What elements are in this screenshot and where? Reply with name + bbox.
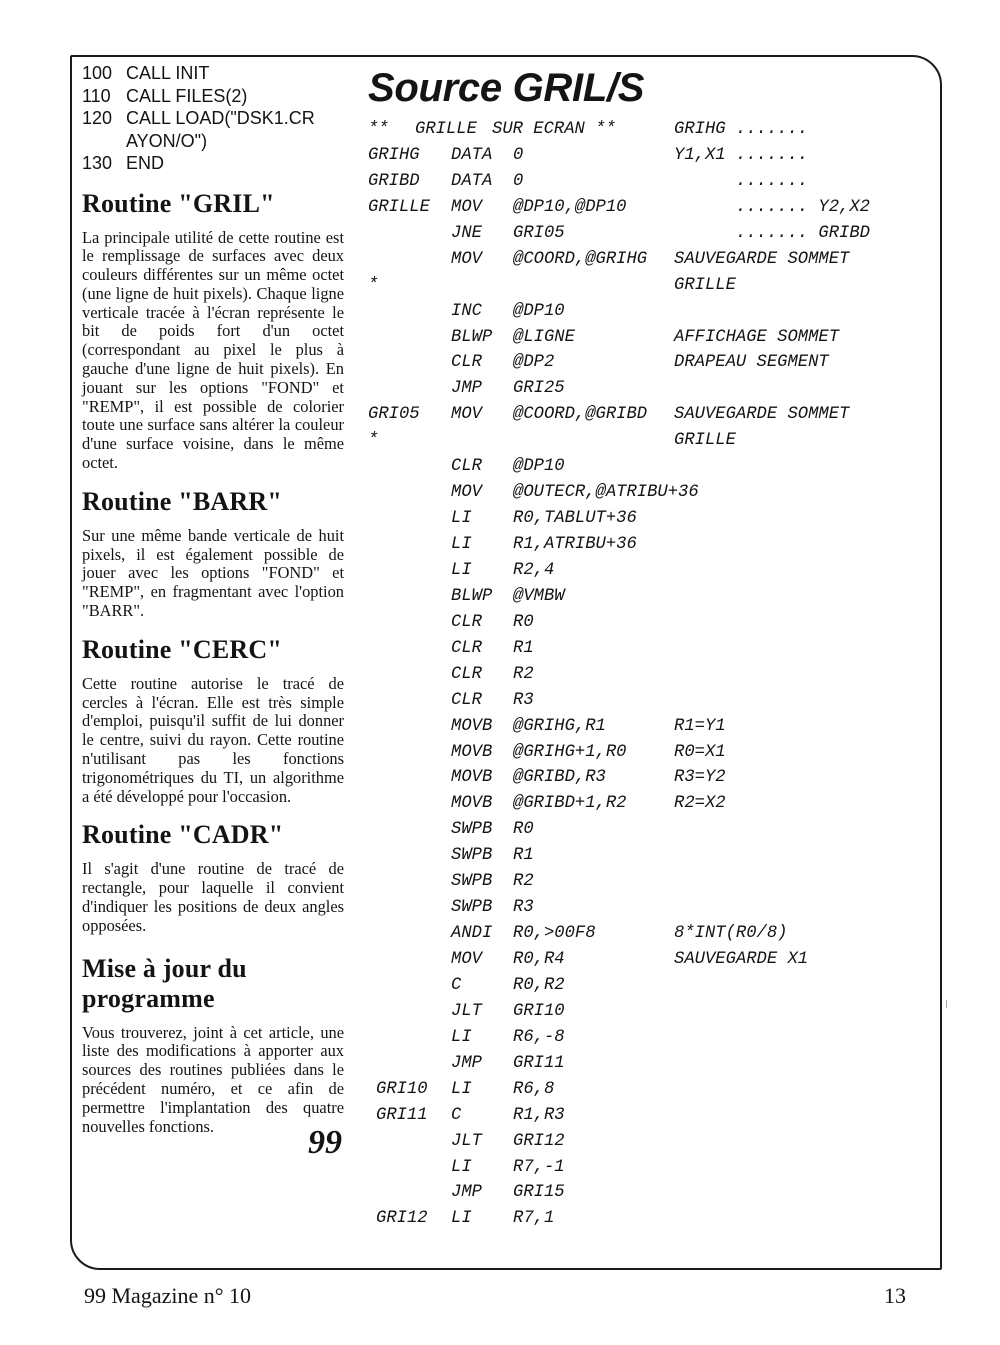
section-heading: Routine "BARR" — [82, 486, 282, 516]
publication-footer: 99 Magazine n° 10 — [84, 1283, 252, 1308]
code-opcode: LI — [451, 1157, 472, 1177]
line-number: 120 — [82, 108, 113, 128]
basic-line — [82, 107, 344, 130]
code-operand: @DP10 — [513, 457, 565, 477]
code-operand: R2,4 — [513, 560, 555, 580]
code-label: ** — [368, 120, 389, 139]
code-opcode: MOVB — [451, 794, 493, 814]
code-opcode: JNE — [451, 223, 482, 243]
code-operand: R0,TABLUT+36 — [513, 509, 637, 529]
code-operand: R1,R3 — [513, 1105, 565, 1125]
code-opcode: MOVB — [451, 768, 493, 788]
code-label: GRI11 — [376, 1105, 428, 1125]
section-body: Sur une même bande verticale de huit pixels, il est également possible de jouer avec les options "FOND" et "REMP", en fragmentant avec l'option "BARR". — [82, 525, 344, 621]
code-operand: R2 — [513, 664, 534, 684]
line-number — [82, 130, 126, 153]
code-operand: R3 — [513, 898, 534, 918]
code-operand: SUR ECRAN ** — [492, 120, 616, 139]
code-label: * — [368, 275, 379, 295]
code-opcode: MOV — [451, 197, 482, 217]
code-operand: @OUTECR,@ATRIBU+36 — [513, 483, 699, 503]
code-opcode: LI — [451, 560, 472, 580]
code-opcode: GRILLE — [415, 120, 477, 139]
code-comment: R3=Y2 — [674, 768, 726, 788]
code-comment: DRAPEAU SEGMENT — [674, 353, 829, 373]
code-operand: 0 — [513, 145, 524, 165]
code-operand: R0,R2 — [513, 975, 565, 995]
code-opcode: SWPB — [451, 846, 493, 866]
code-operand: GRI25 — [513, 379, 565, 399]
code-opcode: BLWP — [451, 586, 493, 606]
code-opcode: ANDI — [451, 924, 493, 944]
code-operand: @GRIHG+1,R0 — [513, 742, 627, 762]
code-operand: GRI11 — [513, 1053, 565, 1073]
page-number: 13 — [884, 1283, 906, 1308]
code-operand: @COORD,@GRIHG — [513, 249, 648, 269]
code-opcode: MOV — [451, 249, 482, 269]
section-body: La principale utilité de cette routine est le remplissage de surfaces avec deux couleurs différentes sur un même octet (une ligne de huit pixels). Chaque ligne verticale tracée à l'écran représente le bit de poids fort d'un octet (correspondant au pixel le plus à gauche d'une ligne de huit pixels). En jouant sur les options "FOND" et "REMP", il est possible de colorier toute une surface sans altérer la couleur d'une surface voisine, dans le même octet. — [82, 227, 344, 473]
code-opcode: JMP — [451, 379, 482, 399]
section-heading: Mise à jour du programme — [82, 953, 247, 1013]
line-statement: CALL LOAD("DSK1.CR — [126, 108, 315, 128]
code-operand: R7,-1 — [513, 1157, 565, 1177]
code-comment: GRIHG ....... — [674, 120, 809, 139]
code-operand: R6,8 — [513, 1079, 555, 1099]
line-statement: CALL INIT — [126, 63, 210, 83]
code-comment: AFFICHAGE SOMMET — [674, 327, 840, 347]
basic-line — [82, 85, 344, 108]
basic-line — [82, 130, 344, 153]
code-comment: R0=X1 — [674, 742, 726, 762]
code-comment: GRILLE — [674, 431, 736, 451]
code-opcode: JMP — [451, 1053, 482, 1073]
code-operand: @GRIHG,R1 — [513, 716, 606, 736]
code-opcode: INC — [451, 301, 482, 321]
code-label: GRIBD — [368, 171, 420, 191]
code-operand: R1,ATRIBU+36 — [513, 535, 637, 554]
code-opcode: CLR — [451, 638, 482, 658]
code-label: GRIHG — [368, 145, 420, 165]
code-operand: R2 — [513, 872, 534, 892]
line-number: 100 — [82, 63, 113, 83]
print-mark — [946, 1000, 947, 1008]
code-opcode: C — [451, 1105, 462, 1125]
code-opcode: DATA — [451, 145, 493, 165]
code-operand: @COORD,@GRIBD — [513, 405, 648, 425]
code-operand: R3 — [513, 690, 534, 710]
code-comment: ....... GRIBD — [674, 223, 870, 243]
section-body: Vous trouverez, joint à cet article, une liste des modifications à apporter aux sources des routines publiées dans le précédent numéro, et ce afin de permettre l'implantation des quatre nouvelles fonctions. — [82, 1022, 344, 1136]
code-operand: GRI12 — [513, 1131, 565, 1151]
code-operand: GRI05 — [513, 223, 565, 243]
line-number: 110 — [82, 85, 111, 106]
code-operand: @GRIBD+1,R2 — [513, 794, 627, 814]
code-comment: SAUVEGARDE SOMMET — [674, 405, 850, 425]
code-operand: GRI15 — [513, 1183, 565, 1203]
code-opcode: C — [451, 975, 462, 995]
code-comment: ....... — [674, 171, 809, 191]
code-operand: @GRIBD,R3 — [513, 768, 606, 788]
section-heading: Routine "GRIL" — [82, 188, 275, 218]
code-comment: GRILLE — [674, 275, 736, 295]
code-operand: R1 — [513, 638, 534, 658]
code-opcode: JLT — [451, 1131, 482, 1151]
line-number: 130 — [82, 153, 113, 173]
code-opcode: JMP — [451, 1183, 482, 1203]
code-opcode: SWPB — [451, 820, 493, 840]
code-opcode: SWPB — [451, 898, 493, 918]
code-opcode: LI — [451, 509, 472, 529]
code-opcode: LI — [451, 1079, 472, 1099]
code-operand: @VMBW — [513, 586, 565, 606]
code-label: GRILLE — [368, 197, 430, 217]
code-opcode: SWPB — [451, 872, 493, 892]
code-operand: 0 — [513, 171, 524, 191]
code-comment: ....... Y2,X2 — [674, 197, 870, 217]
basic-line — [82, 62, 344, 85]
code-opcode: CLR — [451, 353, 482, 373]
basic-listing — [82, 62, 344, 175]
code-operand: @DP2 — [513, 353, 555, 373]
code-operand: R0 — [513, 612, 534, 632]
code-comment: SAUVEGARDE SOMMET — [674, 249, 850, 269]
code-operand: R6,-8 — [513, 1027, 565, 1047]
code-operand: R0,R4 — [513, 950, 565, 969]
code-comment: R1=Y1 — [674, 716, 726, 736]
code-comment: SAUVEGARDE X1 — [674, 950, 809, 969]
code-operand: R7,1 — [513, 1209, 555, 1229]
code-opcode: CLR — [451, 612, 482, 632]
code-opcode: MOV — [451, 483, 482, 503]
code-opcode: LI — [451, 535, 472, 554]
article-sections — [82, 188, 344, 1162]
line-statement: END — [126, 153, 165, 173]
code-operand: GRI10 — [513, 1001, 565, 1021]
code-label: GRI10 — [376, 1079, 428, 1099]
code-opcode: MOVB — [451, 742, 493, 762]
end-signature: 99 — [308, 1124, 342, 1162]
code-operand: @DP10,@DP10 — [513, 197, 627, 217]
code-label: * — [368, 431, 379, 451]
code-opcode: BLWP — [451, 327, 493, 347]
code-operand: R0 — [513, 820, 534, 840]
section-heading: Routine "CERC" — [82, 634, 282, 664]
code-operand: @LIGNE — [513, 327, 575, 347]
line-statement: AYON/O") — [126, 130, 208, 151]
code-label: GRI05 — [368, 405, 420, 425]
code-comment: Y1,X1 ....... — [674, 145, 809, 165]
line-statement: CALL FILES(2) — [126, 85, 248, 106]
code-label: GRI12 — [376, 1209, 428, 1229]
section-body: Il s'agit d'une routine de tracé de rectangle, pour laquelle il convient d'indiquer les positions de deux angles opposées. — [82, 859, 344, 935]
code-opcode: MOV — [451, 405, 482, 425]
left-column — [82, 62, 344, 1162]
code-operand: R1 — [513, 846, 534, 866]
code-opcode: MOV — [451, 950, 482, 969]
code-operand: R0,>00F8 — [513, 924, 596, 944]
code-operand: @DP10 — [513, 301, 565, 321]
code-opcode: JLT — [451, 1001, 482, 1021]
code-comment: 8*INT(R0/8) — [674, 924, 788, 944]
code-opcode: CLR — [451, 690, 482, 710]
code-opcode: LI — [451, 1209, 472, 1229]
code-opcode: LI — [451, 1027, 472, 1047]
section-heading: Routine "CADR" — [82, 820, 284, 850]
section-body: Cette routine autorise le tracé de cercles à l'écran. Elle est très simple d'emploi, puisqu'il suffit de lui donner le centre, suivi du rayon. Cette routine n'utilisant pas les fonctions trigonométriques du TI, un algorithme a été développé pour l'occasion. — [82, 673, 344, 806]
basic-line — [82, 152, 344, 175]
code-opcode: MOVB — [451, 716, 493, 736]
code-opcode: CLR — [451, 664, 482, 684]
code-opcode: DATA — [451, 171, 493, 191]
code-comment: R2=X2 — [674, 794, 726, 814]
source-title: Source GRIL/S — [368, 66, 645, 110]
code-opcode: CLR — [451, 457, 482, 477]
